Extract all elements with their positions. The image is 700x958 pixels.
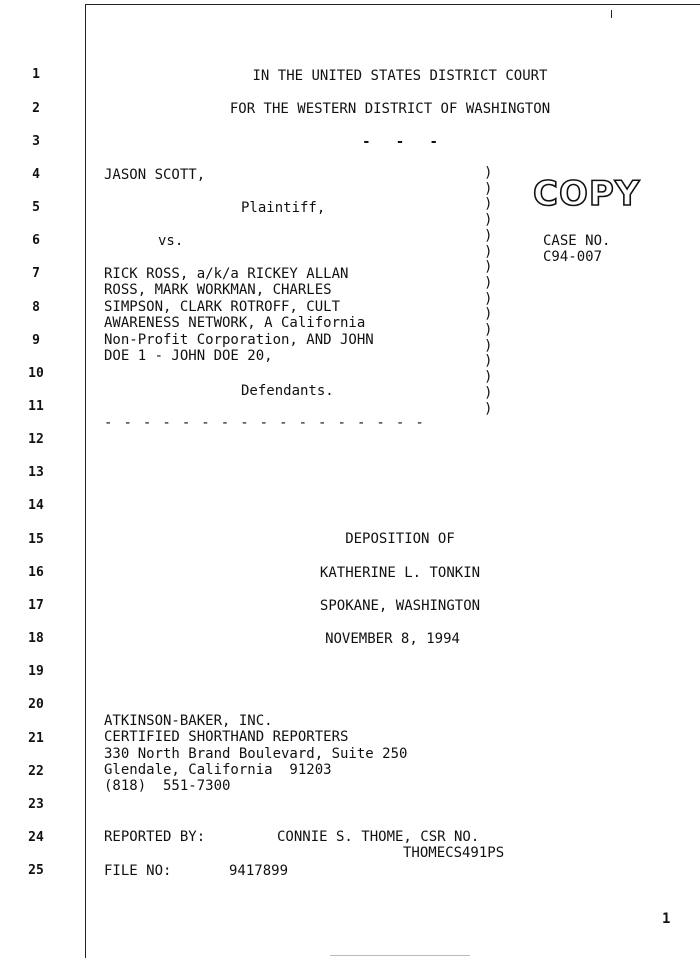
defendants-line: SIMPSON, CLARK ROTROFF, CULT	[104, 299, 341, 315]
reporter-firm-phone: (818) 551-7300	[104, 778, 231, 794]
line-number: 3	[32, 134, 40, 149]
line-number: 16	[28, 565, 44, 580]
reporter-firm-line: CERTIFIED SHORTHAND REPORTERS	[104, 729, 349, 745]
defendants-line: RICK ROSS, a/k/a RICKEY ALLAN	[104, 266, 349, 282]
line-number: 5	[32, 200, 40, 215]
line-number: 24	[28, 830, 44, 845]
defendants-line: Non-Profit Corporation, AND JOHN	[104, 332, 374, 348]
line-number: 1	[32, 67, 40, 82]
line-number: 7	[32, 266, 40, 281]
line-number: 21	[28, 731, 44, 746]
line-number: 12	[28, 432, 44, 447]
line-number: 17	[28, 598, 44, 613]
left-margin-rule	[85, 4, 86, 958]
reporter-firm-name: ATKINSON-BAKER, INC.	[104, 713, 273, 729]
deponent-name: KATHERINE L. TONKIN	[319, 565, 481, 581]
caption-parenthesis-column: ) ) ) ) ) ) ) ) ) ) ) ) ) ) ) )	[484, 165, 493, 417]
bottom-edge-mark	[330, 955, 470, 956]
line-number: 19	[28, 664, 44, 679]
deposition-title: DEPOSITION OF	[345, 531, 455, 547]
case-number-label: CASE NO.	[543, 233, 611, 249]
plaintiff-name: JASON SCOTT,	[104, 167, 206, 183]
line-number: 13	[28, 465, 44, 480]
line-number: 4	[32, 167, 40, 182]
reporter-firm-address: 330 North Brand Boulevard, Suite 250	[104, 746, 408, 762]
page-number: 1	[662, 911, 671, 927]
defendants-line: AWARENESS NETWORK, A California	[104, 315, 366, 331]
case-number: C94-007	[543, 249, 603, 265]
file-number: 9417899	[229, 863, 289, 879]
heading-separator: - - -	[362, 134, 438, 150]
deposition-date: NOVEMBER 8, 1994	[325, 631, 460, 647]
deposition-place: SPOKANE, WASHINGTON	[319, 598, 481, 614]
line-number: 23	[28, 797, 44, 812]
top-border	[86, 4, 700, 5]
line-number: 18	[28, 631, 44, 646]
plaintiff-label: Plaintiff,	[241, 200, 326, 216]
line-number: 20	[28, 697, 44, 712]
court-heading-line-1: IN THE UNITED STATES DISTRICT COURT	[252, 68, 548, 84]
caption-dash-rule: - - - - - - - - - - - - - - - - -	[104, 415, 426, 431]
line-number: 10	[28, 366, 44, 381]
line-number: 22	[28, 764, 44, 779]
court-heading-line-2: FOR THE WESTERN DISTRICT OF WASHINGTON	[229, 101, 551, 117]
defendants-line: DOE 1 - JOHN DOE 20,	[104, 348, 273, 364]
versus-label: vs.	[158, 233, 184, 249]
file-number-label: FILE NO:	[104, 863, 172, 879]
line-number: 11	[28, 399, 44, 414]
defendants-line: ROSS, MARK WORKMAN, CHARLES	[104, 282, 332, 298]
line-number: 14	[28, 498, 44, 513]
reporter-firm-city: Glendale, California 91203	[104, 762, 332, 778]
line-number: 25	[28, 863, 44, 878]
line-number: 15	[28, 532, 44, 547]
reporter-csr-number: THOMECS491PS	[403, 845, 505, 861]
line-number: 8	[32, 300, 40, 315]
defendants-label: Defendants.	[241, 383, 334, 399]
reported-by-label: REPORTED BY:	[104, 829, 206, 845]
reporter-name: CONNIE S. THOME, CSR NO.	[277, 829, 480, 845]
line-number: 9	[32, 333, 40, 348]
line-number: 2	[32, 101, 40, 116]
corner-tick-mark	[611, 10, 612, 18]
line-number: 6	[32, 233, 40, 248]
copy-stamp: COPY	[533, 174, 641, 214]
